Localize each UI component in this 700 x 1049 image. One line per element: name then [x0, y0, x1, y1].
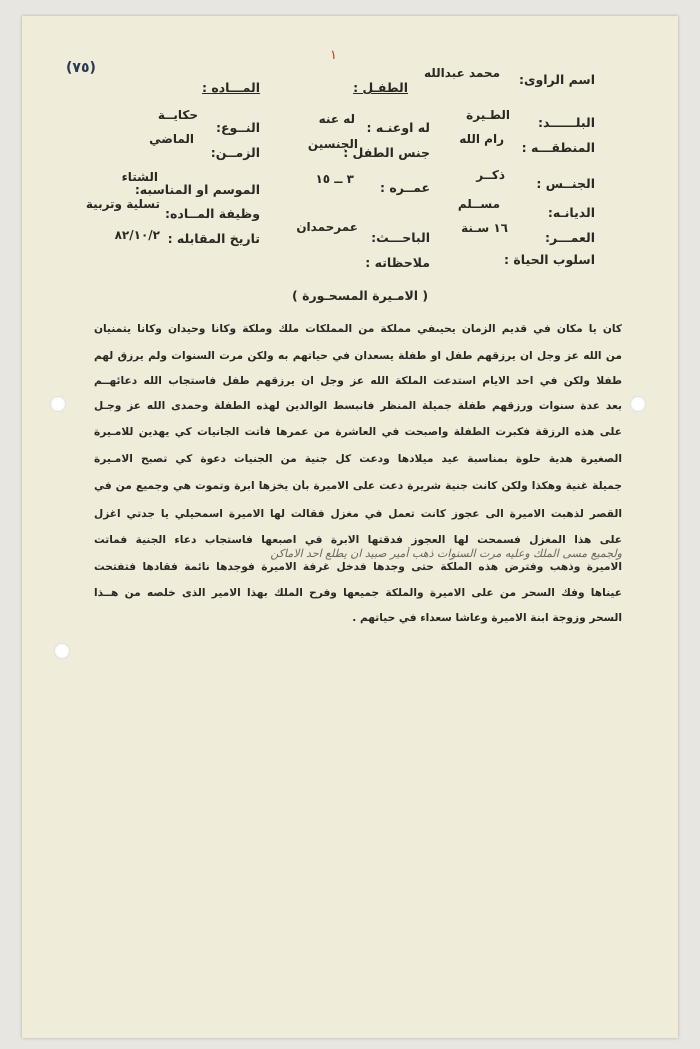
time-label: الزمــن:: [210, 145, 260, 160]
type-label: النــوع:: [215, 120, 260, 135]
story-line: من الله عز وجل ان يرزقهم طفل او طفلة يسعدان في حياتهم به ولكن مرت السنوات ولم يرزق لهم: [94, 350, 622, 362]
story-line: الصغيرة هدية حلوة بمناسبة عيد ميلادها ودعت كل جنية من الجنيات دعوة كي تصبح الامـيرة: [94, 453, 622, 465]
region-value: رام الله: [459, 132, 504, 146]
story-line: جميلة غنية وهكذا ولكن كانت جنية شريرة دعت على الاميرة بأن يخزها ابرة وتموت هي وجميع من في: [94, 480, 622, 492]
notes-label: ملاحظاته :: [365, 255, 430, 270]
religion-value: مســلم: [457, 197, 500, 211]
age-label: العمـــر:: [544, 230, 595, 245]
function-value: تسلية وتربية: [85, 197, 160, 211]
story-line: كان يا مكان في قديم الزمان يحيىفي مملكة من المملكات ملك وملكة وكانا وحيدان وكانا يتمنيان: [94, 323, 622, 335]
country-value: الطـيرة: [466, 108, 510, 122]
region-label: المنطقـــه :: [521, 140, 595, 155]
folio-number: (٧٥): [66, 60, 96, 76]
religion-label: الديانـه:: [547, 205, 595, 220]
country-label: البلــــــد:: [537, 115, 595, 130]
sex-label: الجنــس :: [536, 176, 595, 191]
punch-hole: [54, 643, 70, 659]
material-label: المـــاده :: [201, 80, 260, 95]
interview-date-value: ٨٢/١٠/٢: [114, 228, 160, 242]
story-line: على هذه الرزقة فكبرت الطفلة واصبحت في العاشرة من عمرها فأتت الجانيات كي يهدين للامـيرة: [94, 426, 622, 438]
function-label: وظيفة المــاده:: [165, 206, 260, 221]
story-line: على هذا المغزل فسمحت لها العجوز فدقتها الابرة في اصبعها فاستجاب دعاء الجنية فماتت: [94, 534, 622, 546]
story-line: السحر وزوجة ابنة الاميرة وعاشا سعداء في حياتهم .: [352, 612, 622, 624]
story-line: الاميرة وذهب وفترض هذه الملكة حتى وجدها فدخل غرفة الاميرة فوجدها نائمة فقادها فتفتحت: [94, 561, 622, 573]
sex-value: ذكــر: [476, 168, 505, 182]
story-line: القصر لذهبت الاميرة الى عجوز كانت تعمل في مغزل فقالت لها الاميرة اسمحيلي يا جدتي اغزل: [94, 508, 622, 520]
interview-date-label: تاريخ المقابله :: [167, 231, 260, 246]
punch-hole: [630, 396, 646, 412]
story-line: طفلا ولكن في احد الايام استدعت الملكة الله عز وجل ان يرزقهم طفل فاستجاب الله دعائهــم: [94, 375, 622, 387]
took-from-label: له اوعنـه :: [366, 120, 430, 135]
story-title: ( الامـيرة المسحـورة ): [292, 288, 429, 303]
punch-hole: [50, 396, 66, 412]
child-sex-value: الجنسين: [307, 137, 358, 151]
researcher-value: عمرحمدان: [296, 220, 358, 234]
season-value: الشتاء: [121, 170, 158, 184]
narrator-label: اسم الراوى:: [519, 72, 595, 87]
story-line: عيناها وفك السحر من على الاميرة والملكة جميعها وفرح الملك بهذا الامير الذى خلصه من هــذا: [94, 587, 622, 599]
page-number: ١: [330, 48, 337, 63]
researcher-label: الباحـــث:: [371, 230, 430, 245]
child-sex-label: جنس الطفل :: [343, 145, 430, 160]
narrator-value: محمد عبدالله: [423, 66, 500, 80]
child-label: الطفـل :: [353, 80, 408, 95]
type-value: حكايــة: [157, 108, 198, 122]
time-value: الماضي: [149, 132, 194, 146]
took-from-value: له عنه: [318, 112, 355, 126]
age-value: ١٦ سـنة: [461, 221, 508, 235]
handwritten-note: ولجميع مسى الملك وعليه مرت السنوات ذهب أمير صبيد ان يطلع احد الاماكن: [270, 547, 622, 560]
document-page: [22, 16, 678, 1038]
age-child-label: عمــره :: [380, 180, 430, 195]
story-line: بعد عدة سنوات ورزقهم طفلة جميلة المنظر فانبسط الوالدين لهذه الطفلة وحمدى الله عز وجـل: [94, 400, 622, 412]
lifestyle-label: اسلوب الحياة :: [504, 252, 595, 267]
season-label: الموسم او المناسبه:: [134, 182, 260, 197]
age-child-value: ٣ ــ ١٥: [315, 172, 354, 186]
